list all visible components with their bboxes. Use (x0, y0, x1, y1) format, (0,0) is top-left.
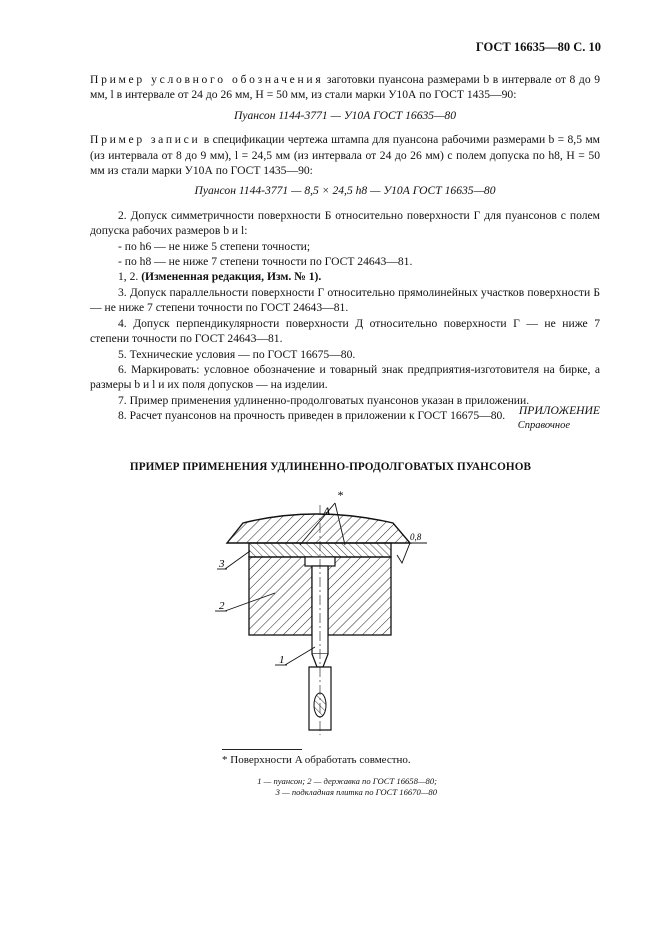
annex-subtitle: Справочное (517, 420, 570, 432)
page-header: ГОСТ 16635—80 С. 10 (475, 40, 601, 54)
footnote-rule (222, 749, 302, 750)
callout-3: 3 (219, 558, 225, 570)
roughness-symbol (397, 543, 427, 563)
item-8: 8. Расчет пуансонов на прочность приведен в приложении к ГОСТ 16675—80. (118, 409, 506, 423)
star-mark: * (337, 488, 343, 502)
item-1-2-change (90, 269, 600, 284)
example-record (90, 132, 600, 178)
example-record-text: в спецификации чертежа штампа для пуансона рабочими размерами b = 8,5 мм (из интервала от 8 до 9 мм), l = 24,5 мм (из интервала от 24 до 26 мм) с полем допуска по h8, H = 50 мм из стали марки У10А по ГОСТ 1435—90: (90, 133, 601, 178)
item-1-2-number: 1, 2. (118, 270, 142, 284)
example-record-label: Пример записи (90, 133, 201, 147)
callout-1: 1 (279, 654, 285, 666)
punch-assembly-drawing (205, 485, 435, 739)
main-text (90, 72, 600, 424)
item-5: 5. Технические условия — по ГОСТ 16675—80. (118, 347, 356, 361)
item-4: 4. Допуск перпендикулярности поверхности Д относительно поверхности Г — не ниже 7 степени точности по ГОСТ 24643—81. (90, 316, 600, 346)
item-2-h8: - по h8 — не ниже 7 степени точности по ГОСТ 24643—81. (118, 255, 413, 269)
example-designation (90, 72, 600, 103)
callout-2: 2 (219, 600, 225, 612)
top-plate (227, 514, 410, 543)
item-1-2-change-note: (Измененная редакция, Изм. № 1). (141, 270, 322, 284)
legend-line-1: 1 — пуансон; 2 — державка по ГОСТ 16658—80; (257, 776, 437, 786)
footnote: * Поверхности A обработать совместно. (222, 754, 411, 766)
example-designation-text: заготовки пуансона размерами b в интервале от 8 до 9 мм, l в интервале от 24 до 26 мм, H = 50 мм, из стали марки У10А по ГОСТ 1435—90: (90, 73, 600, 102)
legend-line-2: 3 — подкладная плитка по ГОСТ 16670—80 (275, 787, 437, 797)
item-6: 6. Маркировать: условное обозначение и товарный знак предприятия-изготовителя на бирке, а размеры b и l и их поля допусков — на изделии. (90, 362, 600, 392)
item-2: 2. Допуск симметричности поверхности Б относительно поверхности Г для пуансонов с полем допуска рабочих размеров b и l: (90, 208, 600, 238)
section-title: ПРИМЕР ПРИМЕНЕНИЯ УДЛИНЕННО-ПРОДОЛГОВАТЫХ ПУАНСОНОВ (129, 461, 532, 473)
surface-a-label: A (323, 504, 331, 518)
holder-right (328, 557, 391, 635)
example-designation-label: Пример условного обозначения (90, 73, 324, 86)
annex-heading (518, 403, 600, 434)
holder-left (249, 557, 312, 635)
designation-formula: Пуансон 1144-3771 — У10А ГОСТ 16635—80 (233, 108, 456, 122)
drawing-svg (205, 485, 435, 735)
record-formula: Пуансон 1144-3771 — 8,5 × 24,5 h8 — У10А ГОСТ 16635—80 (194, 184, 496, 198)
annex-title: ПРИЛОЖЕНИЕ (518, 404, 600, 417)
item-3: 3. Допуск параллельности поверхности Г относительно прямолинейных участков поверхности Б — не ниже 7 степени точности по ГОСТ 24643—81. (90, 285, 600, 315)
item-2-h6: - по h6 — не ниже 5 степени точности; (118, 239, 311, 253)
roughness-value: 0,8 (410, 532, 422, 542)
figure-legend (222, 776, 437, 798)
item-7: 7. Пример применения удлиненно-продолговатых пуансонов указан в приложении. (118, 393, 530, 407)
